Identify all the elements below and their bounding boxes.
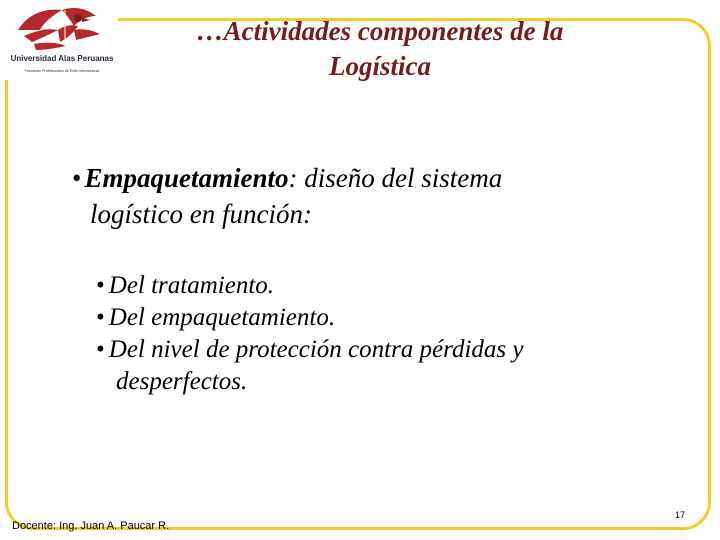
main-bullet-text-line1: : diseño del sistema [288, 163, 503, 193]
bullet-icon: • [72, 163, 82, 193]
slide-title-line2: Logística [329, 51, 431, 81]
logo-tagline: Formando Profesionales de Éxito Internacional [24, 69, 100, 73]
main-bullet-term: Empaquetamiento [84, 163, 289, 193]
sub-bullet-text: Del empaquetamiento. [108, 304, 336, 331]
slide-title-line1: …Actividades componentes de la [196, 16, 564, 46]
bullet-icon: • [96, 272, 105, 299]
condor-emblem-icon [4, 0, 118, 56]
sub-bullet-text: Del tratamiento. [108, 272, 275, 299]
sub-bullet-text-continuation: desperfectos. [116, 368, 248, 395]
university-logo [4, 0, 118, 80]
sub-bullet-text: Del nivel de protección contra pérdidas y [108, 336, 524, 363]
bullet-icon: • [96, 304, 105, 331]
sub-bullet-item [96, 302, 686, 334]
slide-title [120, 14, 640, 84]
main-bullet-text-line2: logístico en función: [90, 199, 312, 229]
sub-bullet-item [96, 334, 686, 398]
bullet-icon: • [96, 336, 105, 363]
sub-bullet-list [96, 270, 686, 398]
sub-bullet-item [96, 270, 686, 302]
page-number: 17 [675, 510, 686, 520]
footer-author: Docente: Ing. Juan A. Paucar R. [12, 520, 170, 532]
main-bullet-item [72, 160, 632, 232]
logo-university-name: Universidad Alas Peruanas [10, 54, 114, 63]
